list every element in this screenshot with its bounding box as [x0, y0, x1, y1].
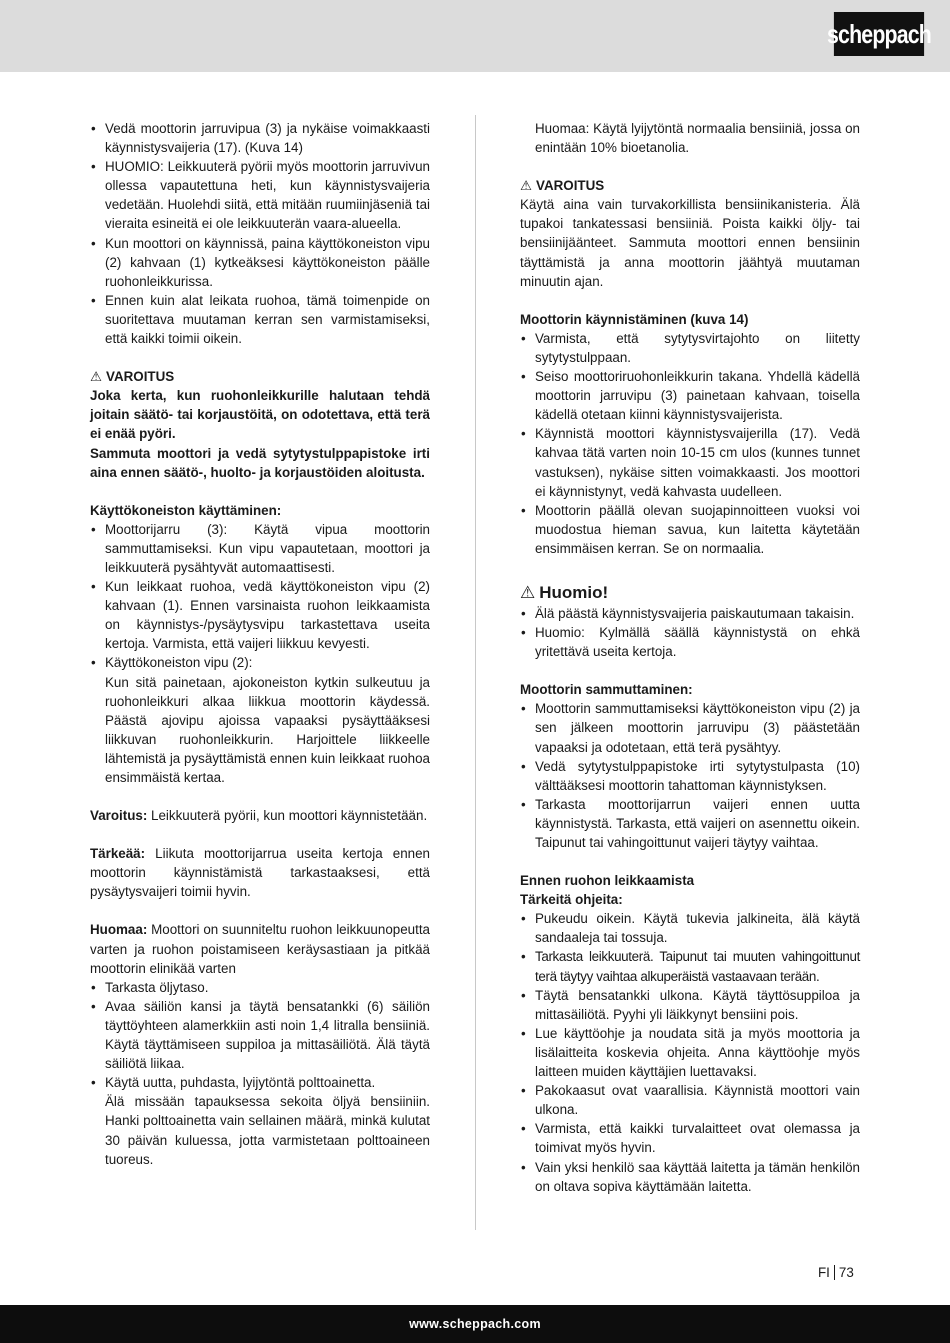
caution-list [520, 604, 860, 661]
page-number-separator [834, 1265, 835, 1280]
drive-list [90, 520, 430, 673]
language-code: FI [818, 1265, 830, 1280]
caution-heading: ⚠ Huomio! [520, 582, 609, 602]
list-item: • Tarkasta moottorijarrun vaijeri ennen uutta käynnistystä. Tarkasta, että vaijeri on asennettu oikein. Taipunut tai vahingoittunut vaijeri täytyy vaihtaa. [520, 795, 860, 852]
warning-heading: ⚠ VAROITUS [520, 176, 860, 195]
list-item: • Moottorin sammuttamiseksi käyttökoneiston vipu (2) ja sen jälkeen moottorin jarruvipu (3) päästetään vapaaksi ja odotetaan, että terä pysähtyy. [520, 699, 860, 756]
left-column [90, 119, 430, 1169]
list-item: • Kun moottori on käynnissä, paina käyttökoneiston vipu (2) kahvaan (1) kytkeäksesi käyttökoneiston päälle ruohonleikkurissa. [90, 234, 430, 291]
list-item-continuation: Kun sitä painetaan, ajokoneiston kytkin sulkeutuu ja ruohonleikkuri alkaa liikkua moottorin käydessä. Päästä ajovipu ajoissa vapaaksi pysäyttääksesi liikkuvan ruohonleikkurin. Harjoittele liikkeelle lähtemistä ja pysäyttämistä ennen kuin leikkaat ruohoa ensimmäistä kertaa. [105, 674, 430, 785]
list-item: • Älä päästä käynnistysvaijeria paiskautumaan takaisin. [520, 604, 860, 623]
note-tarkeaa: Tärkeää: Liikuta moottorijarrua useita kertoja ennen moottorin käynnistämistä tarkastaaksesi, että pysäytysvaijeri toimii hyvin. [90, 846, 430, 900]
warning-heading: ⚠ VAROITUS [90, 367, 430, 386]
page-number [818, 1265, 854, 1280]
list-item: • Ennen kuin alat leikata ruohoa, tämä toimenpide on suoritettava muutaman kerran sen varmistamiseksi, että kaikki toimii oikein. [90, 291, 430, 348]
stop-list [520, 699, 860, 852]
list-item: • Vain yksi henkilö saa käyttää laitetta ja tämän henkilön on oltava sopiva käyttämään laitetta. [520, 1158, 860, 1196]
right-column [520, 119, 860, 1196]
warning-text: Joka kerta, kun ruohonleikkurille halutaan tehdä joitain säätö- tai korjaustöitä, on odotettava, että terä ei enää pyöri. [90, 388, 430, 442]
warning-triangle-icon: ⚠ [520, 178, 533, 194]
section-subheading: Tärkeitä ohjeita: [520, 892, 623, 908]
footer-url: www.scheppach.com [409, 1317, 541, 1331]
list-item: • HUOMIO: Leikkuuterä pyörii myös moottorin jarruvivun ollessa vapautettuna heti, kun käynnistysvaijeria vedetään. Huolehdi siitä, että mitään ruumiinjäseniä tai vieraita esineitä ei ole leikkuuterän vaara-alueella. [90, 157, 430, 233]
list-item: • Vedä moottorin jarruvipua (3) ja nykäise voimakkaasti käynnistysvaijeria (17). (Kuva 14) [90, 119, 430, 157]
before-list [520, 909, 860, 1195]
page-number-value: 73 [838, 1265, 854, 1280]
section-heading: Ennen ruohon leikkaamista [520, 873, 695, 889]
list-item: • Vedä sytytystulppapistoke irti sytytystulpasta (10) välttääksesi moottorin tahattoman käynnistyksen. [520, 757, 860, 795]
list-item: • Käynnistä moottori käynnistysvaijerilla (17). Vedä kahvaa tätä varten noin 10-15 cm ulos (kunnes tunnet vastuksen), nykäise sitten voimakkaasti. Jos moottori ei käynnistynyt, vedä kahvasta uudelleen. [520, 424, 860, 500]
list-item: • Moottorin päällä olevan suojapinnoitteen vuoksi voi muodostua hieman savua, kun laitetta käytetään ensimmäisen kerran. Se on normaalia. [520, 501, 860, 558]
list-item: • Käytä uutta, puhdasta, lyijytöntä polttoainetta. [90, 1073, 430, 1092]
list-item: • Pakokaasut ovat vaarallisia. Käynnistä moottori vain ulkona. [520, 1081, 860, 1119]
list-item: • Lue käyttöohje ja noudata sitä ja myös moottoria ja lisälaitteita koskevia ohjeita. Anna käyttöohje myös laitteen muiden käyttäjien luettavaksi. [520, 1024, 860, 1081]
list-item: • Varmista, että sytytysvirtajohto on liitetty sytytystulppaan. [520, 329, 860, 367]
column-divider [475, 115, 476, 1230]
list-item: • Pukeudu oikein. Käytä tukevia jalkineita, älä käytä sandaaleja tai tossuja. [520, 909, 860, 947]
list-item: • Käyttökoneiston vipu (2): [90, 653, 430, 672]
start-list [520, 329, 860, 558]
header-bar [0, 0, 950, 72]
section-heading: Käyttökoneiston käyttäminen: [90, 502, 282, 518]
warning-text: Käytä aina vain turvakorkillista bensiinikanisteria. Älä tupakoi tankatessasi bensiiniä. Poista kaikki öljy- tai bensiinijäänteet. Sammuta moottori ennen bensiinin täyttämistä ja anna moottorin jäähtyä muutaman minuutin ajan. [520, 197, 860, 289]
list-item: • Varmista, että kaikki turvalaitteet ovat olemassa ja toimivat myös hyvin. [520, 1119, 860, 1157]
list-item: • Avaa säiliön kansi ja täytä bensatankki (6) säiliön täyttöyhteen alamerkkiin asti noin 1,4 litralla bensiiniä. Käytä täyttämiseen suppiloa ja mittasäiliötä. Älä täytä säiliötä liikaa. [90, 997, 430, 1073]
list-item: • Tarkasta leikkuuterä. Taipunut tai muuten vahingoittunut terä täytyy vaihtaa alkuperäistä vastaavaan terään. [520, 947, 860, 985]
list-item: • Kun leikkaat ruohoa, vedä käyttökoneiston vipu (2) kahvaan (1). Ennen varsinaista ruohon leikkaamista on käynnistys-/pysäytysvipu tarkastettava useita kertoja. Varmista, että vaijeri liikkuu kevyesti. [90, 577, 430, 653]
footer-bar [0, 1305, 950, 1343]
warning-triangle-icon: ⚠ [90, 369, 103, 385]
list-item: • Tarkasta öljytaso. [90, 978, 430, 997]
list-item: • Moottorijarru (3): Käytä vipua moottorin sammuttamiseksi. Kun vipu vapautetaan, moottori ja leikkuuterä pysähtyvät automaattisesti. [90, 520, 430, 577]
warning-triangle-icon: ⚠ [520, 582, 536, 602]
list-item: • Seiso moottoriruohonleikkurin takana. Yhdellä kädellä moottorin jarruvipu (3) painetaan kahvaan, toisella kädellä otetaan kiinni käynnistysvaijerista. [520, 367, 860, 424]
section-heading: Moottorin käynnistäminen (kuva 14) [520, 311, 749, 327]
note-varoitus: Varoitus: Leikkuuterä pyörii, kun moottori käynnistetään. [90, 808, 428, 824]
note-huomaa: Huomaa: Moottori on suunniteltu ruohon leikkuunopeutta varten ja ruohon poistamiseen keräysastiaan ja pitkää moottorin elinikää varten [90, 922, 430, 976]
fuel-note: Huomaa: Käytä lyijytöntä normaalia bensiiniä, jossa on enintään 10% bioetanolia. [535, 121, 860, 156]
list-item: • Huomio: Kylmällä säällä käynnistystä on ehkä yritettävä useita kertoja. [520, 623, 860, 661]
scheppach-logo: scheppach [834, 12, 924, 56]
fuel-list [90, 978, 430, 1093]
section-heading: Moottorin sammuttaminen: [520, 682, 693, 698]
list-item-continuation: Älä missään tapauksessa sekoita öljyä bensiiniin. Hanki polttoainetta vain sellainen määrä, minkä kulutat 30 päivän kuluessa, jotta varmistetaan polttoaineen tuoreus. [105, 1094, 430, 1167]
list-item: • Täytä bensatankki ulkona. Käytä täyttösuppiloa ja mittasäiliötä. Pyyhi yli läikkynyt bensiini pois. [520, 986, 860, 1024]
intro-list [90, 119, 430, 348]
warning-text: Sammuta moottori ja vedä sytytystulppapistoke irti aina ennen säätö-, huolto- ja korjaustöiden aloitusta. [90, 445, 430, 480]
